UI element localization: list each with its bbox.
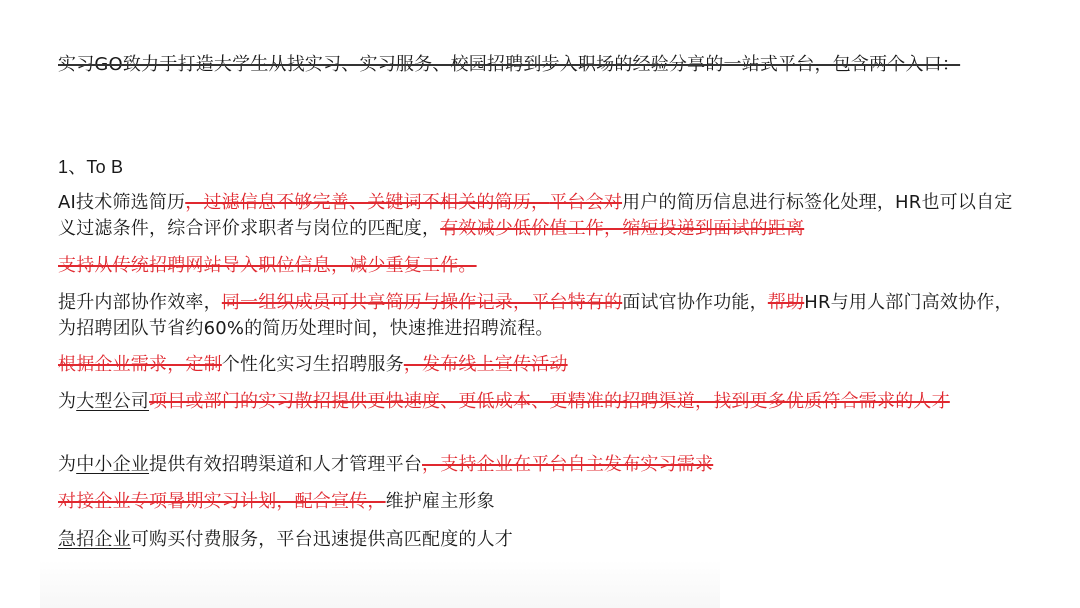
p7-deleted-a: 对接企业专项暑期实习计划，配合宣传， — [58, 491, 386, 512]
p1-text-a: AI技术筛选简历 — [58, 192, 186, 213]
p1-deleted-b: ，过滤信息不够完善、关键词不相关的简历， — [185, 192, 550, 213]
p8-text-b: 可购买付费服务，平台迅速提供高匹配度的人才 — [130, 529, 514, 550]
paragraph-ai-screening — [58, 190, 1028, 242]
p3-deleted-d: 帮助 — [767, 292, 805, 313]
p3-text-c: 面试官协作功能， — [622, 292, 768, 313]
p6-underlined-b: 中小企业 — [76, 454, 150, 475]
paragraph-collaboration — [58, 290, 1028, 342]
paragraph-urgent-hiring — [58, 527, 1028, 553]
p4-deleted-c: ，发布线上宣传活动 — [403, 354, 568, 375]
p6-text-c: 提供有效招聘渠道和人才管理平台 — [149, 454, 423, 475]
paragraph-sme — [58, 452, 1028, 478]
intro-text: 实习GO致力于打造大学生从找实习、实习服务、校园招聘到步入职场的经验分享的一站式平台，包含两个入口： — [58, 54, 961, 75]
p3-deleted-b: 同一组织成员可共享简历与操作记录，平台特有的 — [221, 292, 623, 313]
p5-text-a: 为 — [58, 391, 77, 412]
paragraph-import-jobs — [58, 253, 1028, 279]
p4-deleted-a: 根据企业需求，定制 — [58, 354, 222, 375]
p1-deleted-e: 有效减少低价值工作，缩短投递到面试的距离 — [440, 218, 805, 239]
p3-text-e: HR与用人部门高效协作，为招聘团队节省约60%的简历处理时间，快速推进招聘流程。 — [58, 292, 1013, 339]
p3-text-a: 提升内部协作效率， — [58, 292, 222, 313]
p2-deleted-a: 支持从传统招聘网站导入职位信息，减少重复工作。 — [58, 255, 477, 276]
paragraph-large-companies — [58, 389, 1028, 415]
p4-text-b: 个性化实习生招聘服务 — [221, 354, 404, 375]
p5-deleted-c: 项目或部门的实习散招提供更快速度、更低成本、更精准的招聘渠道，找到更多优质符合需求的人才 — [149, 391, 950, 412]
p8-underlined-a: 急招企业 — [58, 529, 131, 550]
bottom-shadow — [40, 560, 720, 608]
p1-deleted-c: 平台会对 — [549, 192, 623, 213]
intro-paragraph — [58, 52, 1028, 78]
p6-text-a: 为 — [58, 454, 77, 475]
p1-text-d: 用户的简历信息进行标签化处理，HR也可以自定义过滤条件，综合评价求职者与岗位的匹配度， — [58, 192, 1013, 239]
paragraph-custom-service — [58, 352, 1028, 378]
p6-deleted-d: ，支持企业在平台自主发布实习需求 — [422, 454, 714, 475]
p5-underlined-b: 大型公司 — [76, 391, 150, 412]
section-heading-to-b: 1、To B — [58, 157, 124, 177]
p7-text-b: 维护雇主形象 — [385, 491, 495, 512]
paragraph-summer-program — [58, 489, 1028, 515]
